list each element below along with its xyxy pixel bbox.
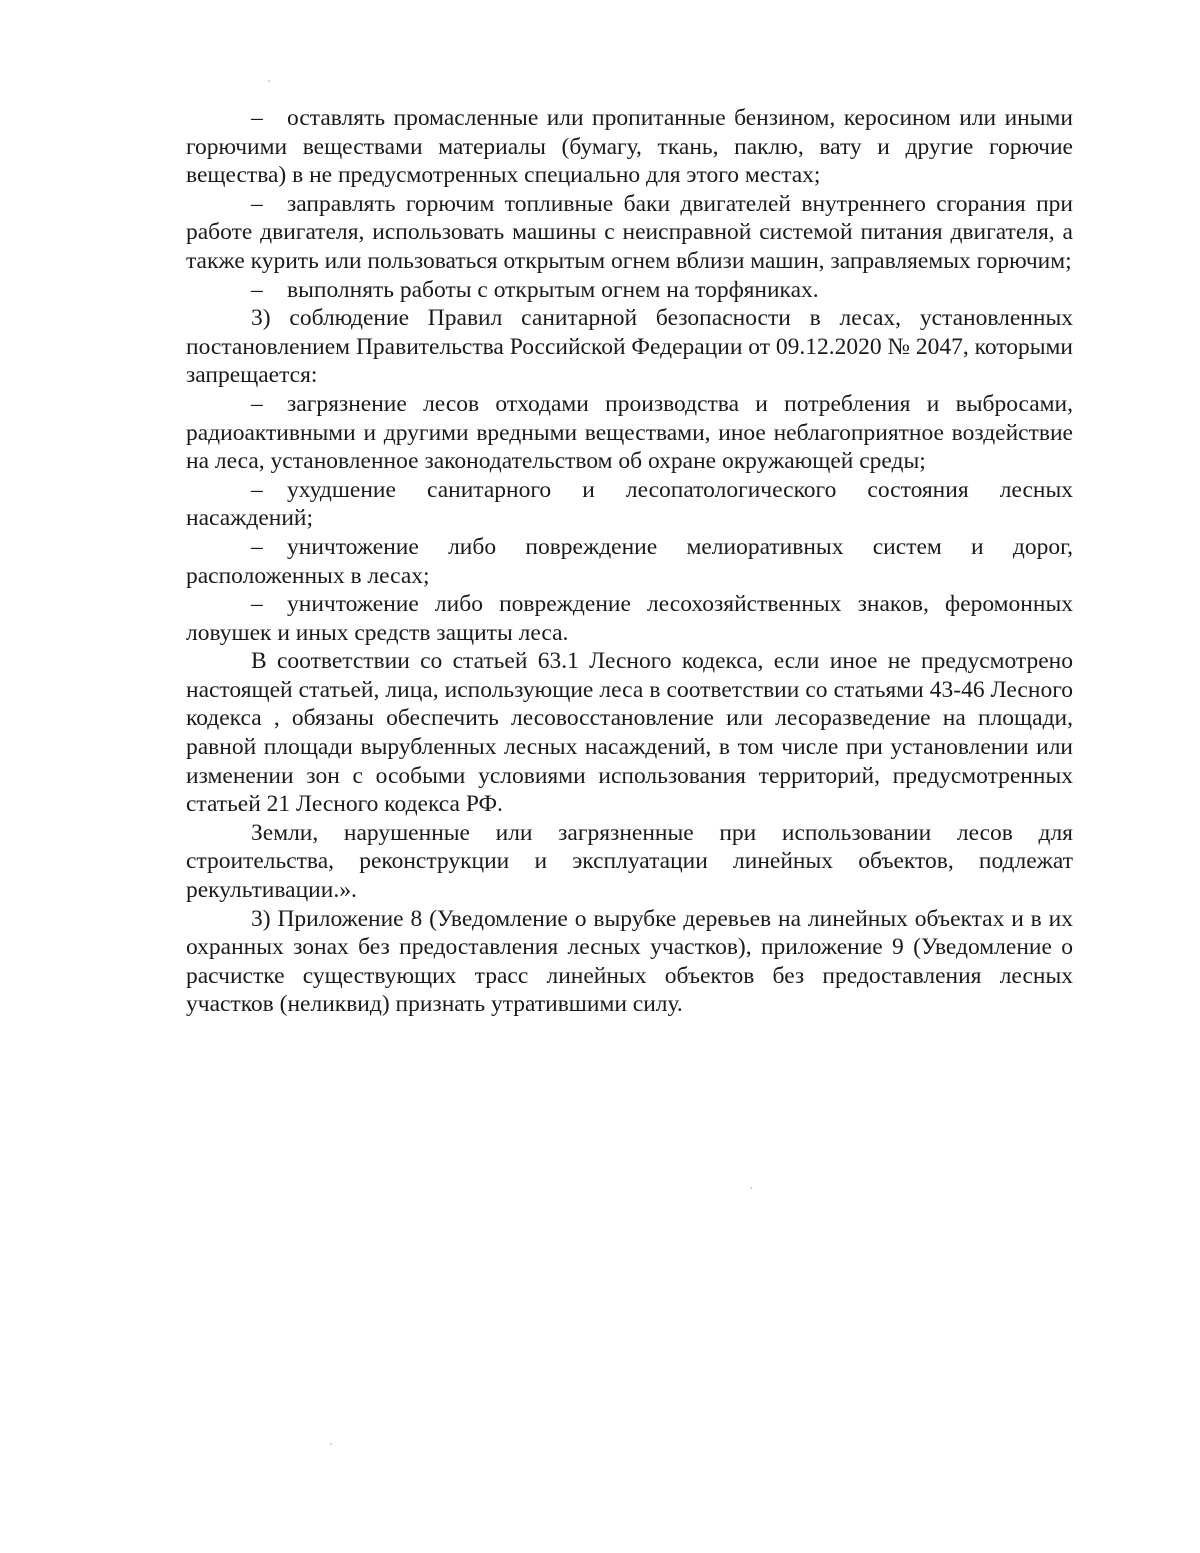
paragraph-text: ухудшение санитарного и лесопатологического состояния лесных насаждений; [186,476,1073,532]
list-item-paragraph [186,104,1073,190]
list-item-paragraph [186,190,1073,276]
document-body [186,104,1073,1019]
dash-bullet-icon: – [251,476,263,503]
paragraph-text: уничтожение либо повреждение лесохозяйственных знаков, феромонных ловушек и иных средств защиты леса. [186,591,1073,646]
dash-bullet-icon: – [251,591,263,618]
paragraph-text: оставлять промасленные или пропитанные бензином, керосином или иными горючими веществами материалы (бумагу, ткань, паклю, вату и другие горючие вещества) в не предусмотренных специально для этого местах; [186,105,1073,189]
dash-bullet-icon: – [251,276,263,303]
scan-speck [330,1443,332,1445]
paragraph-text: В соответствии со статьей 63.1 Лесного кодекса, если иное не предусмотрено настоящей статьей, лица, использующие леса в соответствии со статьями 43-46 Лесного кодекса , обязаны обеспечить лесовосстановление или лесоразведение на площади, равной площади вырубленных лесных насаждений, в том числе при установлении или изменении зон с особыми условиями использования территорий, предусмотренных статьей 21 Лесного кодекса РФ. [186,648,1073,818]
dash-bullet-icon: – [251,390,263,417]
list-item-paragraph [186,390,1073,476]
dash-bullet-icon: – [251,105,263,131]
paragraph-text: 3) Приложение 8 (Уведомление о вырубке деревьев на линейных объектах и в их охранных зонах без предоставления лесных участков), приложение 9 (Уведомление о расчистке существующих трасс линейных объектов без предоставления лесных участков (неликвид) признать утратившими силу. [186,905,1073,1018]
body-paragraph [186,647,1073,819]
list-item-paragraph [186,276,1073,305]
paragraph-text: уничтожение либо повреждение мелиоративных систем и дорог, расположенных в лесах; [186,533,1073,589]
dash-bullet-icon: – [251,190,263,217]
scan-speck [750,1187,752,1189]
body-paragraph [186,304,1073,390]
scan-speck [268,80,270,82]
body-paragraph [186,905,1073,1019]
dash-bullet-icon: – [251,533,263,560]
list-item-paragraph [186,476,1073,533]
list-item-paragraph [186,533,1073,590]
body-paragraph [186,819,1073,905]
paragraph-text: 3) соблюдение Правил санитарной безопасности в лесах, установленных постановлением Правительства Российской Федерации от 09.12.2020 № 2047, которыми запрещается: [186,305,1073,389]
paragraph-text: загрязнение лесов отходами производства и потребления и выбросами, радиоактивными и другими вредными веществами, иное неблагоприятное воздействие на леса, установленное законодательством об охране окружающей среды; [186,390,1073,475]
paragraph-text: Земли, нарушенные или загрязненные при использовании лесов для строительства, реконструкции и эксплуатации линейных объектов, подлежат рекультивации.». [186,819,1073,904]
list-item-paragraph [186,590,1073,647]
paragraph-text: заправлять горючим топливные баки двигателей внутреннего сгорания при работе двигателя, использовать машины с неисправной системой питания двигателя, а также курить или пользоваться открытым огнем вблизи машин, заправляемых горючим; [186,190,1073,274]
paragraph-text: выполнять работы с открытым огнем на торфяниках. [287,276,819,303]
